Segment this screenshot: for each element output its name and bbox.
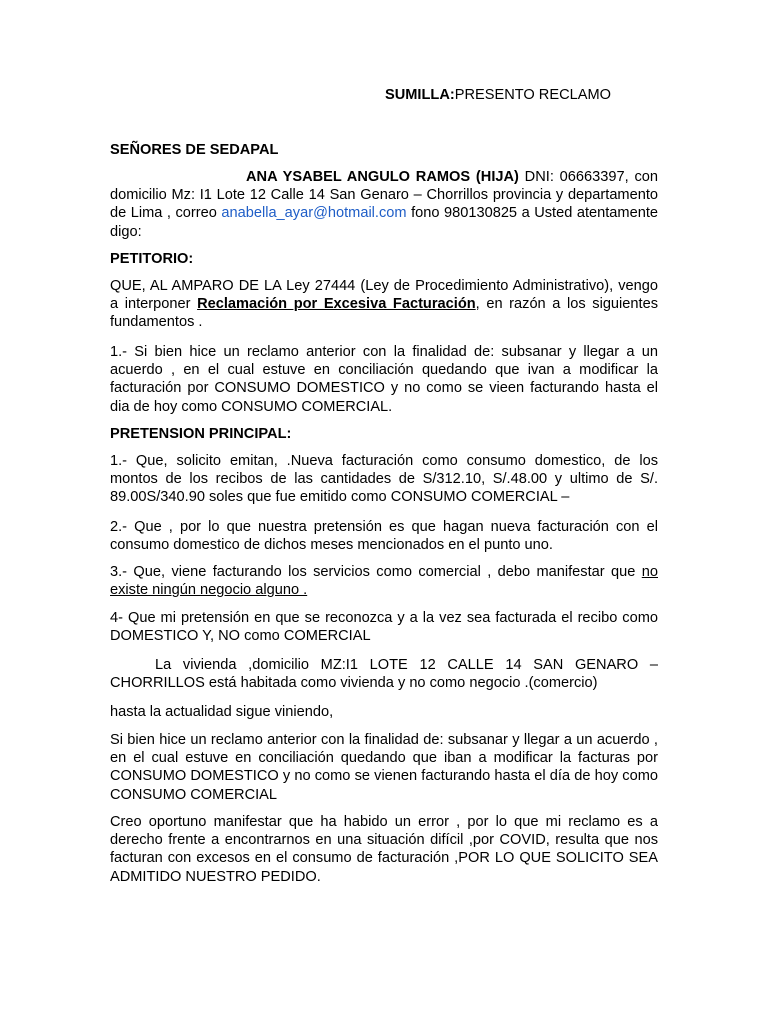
sumilla-line xyxy=(385,86,611,104)
sender-paragraph xyxy=(110,168,658,241)
pretension-item3-start: 3.- Que, viene facturando los servicios como comercial , debo manifestar que xyxy=(110,564,642,580)
vivienda-paragraph: La vivienda ,domicilio MZ:I1 LOTE 12 CALLE 14 SAN GENARO – CHORRILLOS está habitada como vivienda y no como negocio .(comercio) xyxy=(110,657,658,692)
sender-dni: DNI: 06663397, xyxy=(518,169,629,185)
sender-email-link[interactable]: anabella_ayar@hotmail.com xyxy=(221,205,407,222)
sender-address: con domicilio Mz: I1 Lote 12 Calle 14 San Genaro – Chorrillos provincia y departamento de Lima , correo xyxy=(110,169,658,222)
petitorio-paragraph-2: 1.- Si bien hice un reclamo anterior con la finalidad de: subsanar y llegar a un acuerdo , en el cual estuve en conciliación quedando que ivan a modificar la facturación por CONSUMO DOMESTICO y no como se vieen facturando hasta el dia de hoy como CONSUMO COMERCIAL. xyxy=(110,344,658,415)
hasta-line: hasta la actualidad sigue viniendo, xyxy=(110,704,334,720)
petitorio-p1-end: , en razón a los siguientes fundamentos . xyxy=(110,296,658,331)
oportuno-paragraph: Creo oportuno manifestar que ha habido un error , por lo que mi reclamo es a derecho frente a encontrarnos en una situación difícil ,por COVID, resulta que nos facturan con excesos en el consumo de facturación ,POR LO QUE SOLICITO SEA ADMITIDO NUESTRO PEDIDO. xyxy=(110,814,658,885)
pretension-item-3 xyxy=(110,563,658,599)
pretension-item-4: 4- Que mi pretensión en que se reconozca y a la vez sea facturada el recibo como DOMESTICO Y, NO como COMERCIAL xyxy=(110,610,658,645)
petitorio-paragraph-1 xyxy=(110,277,658,332)
petitorio-heading: PETITORIO: xyxy=(110,251,194,267)
petitorio-p1-emphasis: Reclamación por Excesiva Facturación xyxy=(197,296,476,313)
petitorio-p1-start: QUE, AL AMPARO DE LA Ley 27444 (Ley de Procedimiento Administrativo), vengo a interponer xyxy=(110,278,658,313)
sumilla-value: PRESENTO RECLAMO xyxy=(454,87,611,103)
sender-phone-closing: fono 980130825 a Usted atentamente digo: xyxy=(110,205,658,240)
sender-name: ANA YSABEL ANGULO RAMOS (HIJA) xyxy=(246,169,519,185)
pretension-heading: PRETENSION PRINCIPAL: xyxy=(110,426,292,442)
sumilla-label: SUMILLA: xyxy=(385,87,455,103)
pretension-item3-underlined: no existe ningún negocio alguno . xyxy=(110,564,658,599)
pretension-item-2: 2.- Que , por lo que nuestra pretensión es que hagan nueva facturación con el consumo domestico de dichos meses mencionados en el punto uno. xyxy=(110,519,658,554)
recipient-heading: SEÑORES DE SEDAPAL xyxy=(110,142,279,158)
reclamo-paragraph: Si bien hice un reclamo anterior con la finalidad de: subsanar y llegar a un acuerdo , en el cual estuve en conciliación quedando que iban a modificar la facturas por CONSUMO DOMESTICO y no como se vienen facturando hasta el día de hoy como CONSUMO COMERCIAL xyxy=(110,732,658,803)
pretension-item-1: 1.- Que, solicito emitan, .Nueva facturación como consumo domestico, de los montos de los recibos de las cantidades de S/312.10, S/.48.00 y ultimo de S/. 89.00S/340.90 soles que fue emitido como CONSUMO COMERCIAL – xyxy=(110,453,658,506)
